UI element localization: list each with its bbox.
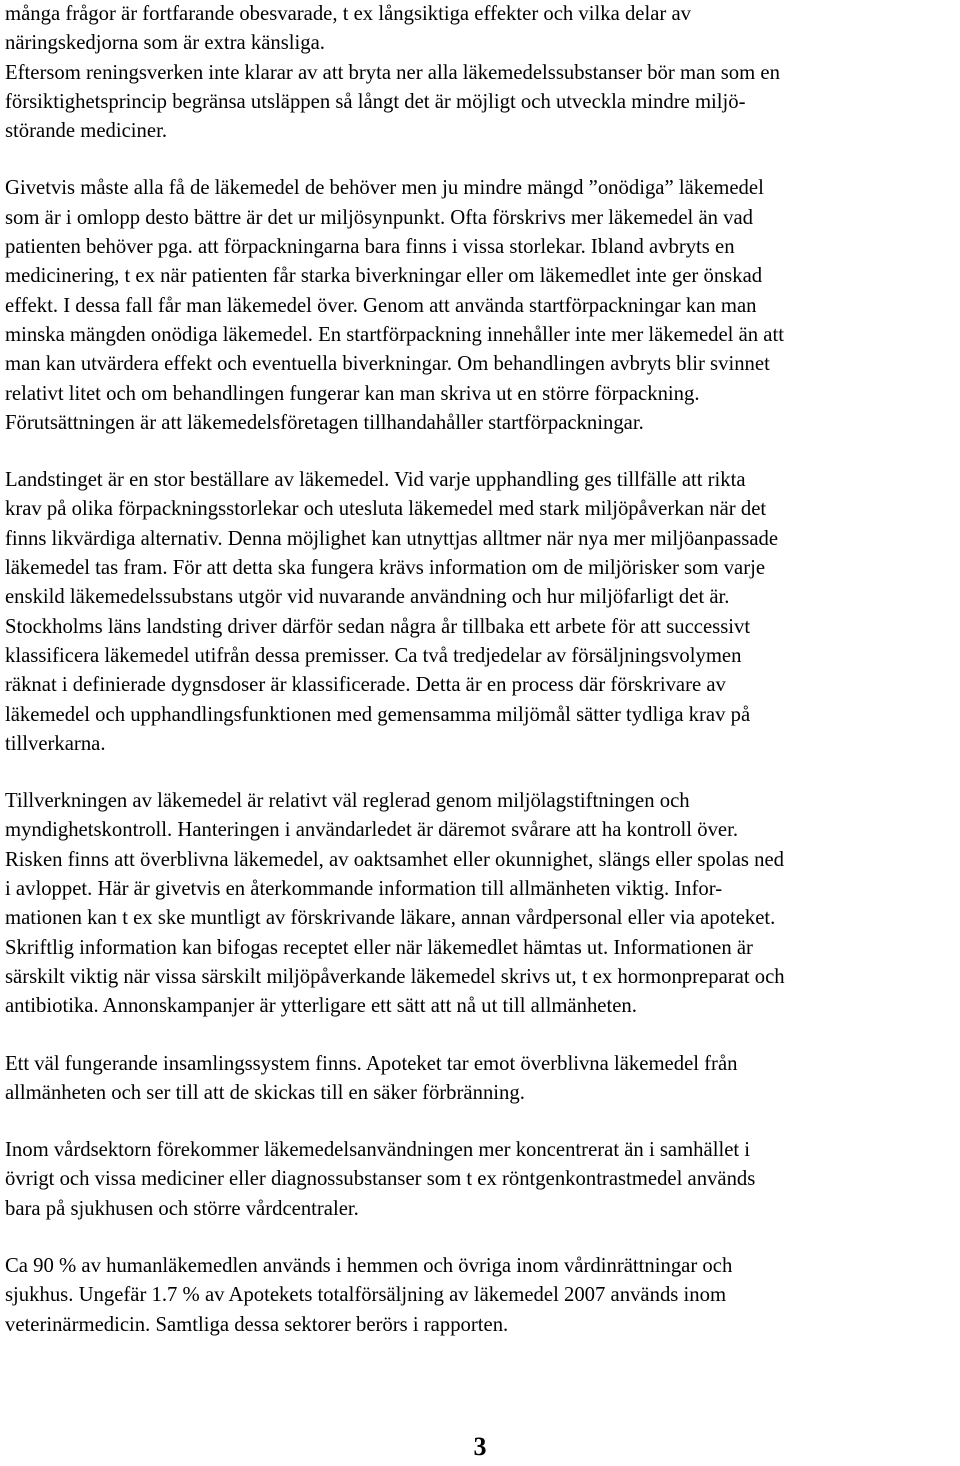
text-line: patienten behöver pga. att förpackningarna bara finns i vissa storlekar. Ibland avbryts en [5, 236, 735, 259]
paragraph-1 [5, 0, 957, 146]
text-line: Ett väl fungerande insamlingssystem finns. Apoteket tar emot överblivna läkemedel från [5, 1052, 738, 1075]
text-line: Inom vårdsektorn förekommer läkemedelsanvändningen mer koncentrerat än i samhället i [5, 1139, 751, 1162]
text-line: veterinärmedicin. Samtliga dessa sektorer berörs i rapporten. [5, 1313, 509, 1336]
text-line: räknat i definierade dygnsdoser är klassificerade. Detta är en process där förskrivare av [5, 674, 726, 697]
text-line: tillverkarna. [5, 732, 106, 755]
text-line: effekt. I dessa fall får man läkemedel över. Genom att använda startförpackningar kan man [5, 294, 757, 317]
text-line: övrigt och vissa mediciner eller diagnossubstanser som t ex röntgenkontrastmedel används [5, 1168, 756, 1191]
text-line: Skriftlig information kan bifogas receptet eller när läkemedlet hämtas ut. Informationen är [5, 936, 753, 959]
text-line: Landstinget är en stor beställare av läkemedel. Vid varje upphandling ges tillfälle att rikta [5, 469, 746, 492]
paragraph-gap [5, 438, 957, 466]
text-line: försiktighetsprincip begränsa utsläppen så långt det är möjligt och utveckla mindre miljö- [5, 90, 746, 113]
text-line: många frågor är fortfarande obesvarade, t ex långsiktiga effekter och vilka delar av [5, 3, 692, 25]
text-line: Förutsättningen är att läkemedelsföretagen tillhandahåller startförpackningar. [5, 411, 644, 434]
text-line: Stockholms läns landsting driver därför sedan några år tillbaka ett arbete för att successivt [5, 615, 751, 638]
paragraph-gap [5, 1022, 957, 1050]
text-line: medicinering, t ex när patienten får starka biverkningar eller om läkemedlet inte ger önskad [5, 265, 763, 288]
text-line: sjukhus. Ungefär 1.7 % av Apotekets totalförsäljning av läkemedel 2007 används inom [5, 1284, 727, 1307]
text-line: krav på olika förpackningsstorlekar och utesluta läkemedel med stark miljöpåverkan när det [5, 498, 767, 521]
text-line: Eftersom reningsverken inte klarar av att bryta ner alla läkemedelssubstanser bör man som en [5, 61, 780, 84]
text-line: särskilt viktig när vissa särskilt miljöpåverkande läkemedel skrivs ut, t ex hormonpreparat och [5, 965, 785, 988]
text-line: som är i omlopp desto bättre är det ur miljösynpunkt. Ofta förskrivs mer läkemedel än vad [5, 206, 754, 229]
paragraph-gap [5, 146, 957, 174]
text-line: Givetvis måste alla få de läkemedel de behöver men ju mindre mängd ”onödiga” läkemedel [5, 177, 764, 200]
text-line: i avloppet. Här är givetvis en återkommande information till allmänheten viktig. Infor- [5, 878, 723, 901]
text-line: bara på sjukhusen och större vårdcentraler. [5, 1197, 359, 1220]
text-line: Risken finns att överblivna läkemedel, av oaktsamhet eller okunnighet, slängs eller spolas ned [5, 848, 785, 871]
paragraph-gap [5, 759, 957, 787]
text-line: relativt litet och om behandlingen fungerar kan man skriva ut en större förpackning. [5, 382, 700, 405]
text-line: allmänheten och ser till att de skickas till en säker förbränning. [5, 1081, 525, 1104]
paragraph-5 [5, 1050, 957, 1109]
paragraph-2 [5, 174, 957, 438]
text-line: man kan utvärdera effekt och eventuella biverkningar. Om behandlingen avbryts blir svinnet [5, 353, 770, 376]
text-line: mationen kan t ex ske muntligt av förskrivande läkare, annan vårdpersonal eller via apoteket. [5, 907, 776, 930]
text-line: finns likvärdiga alternativ. Denna möjlighet kan utnyttjas alltmer när nya mer miljöanpassade [5, 527, 779, 550]
paragraph-7 [5, 1252, 957, 1340]
paragraph-6 [5, 1136, 957, 1224]
document-page [5, 0, 957, 1340]
text-line: antibiotika. Annonskampanjer är ytterligare ett sätt att nå ut till allmänheten. [5, 995, 637, 1018]
text-line: näringskedjorna som är extra känsliga. [5, 32, 325, 55]
text-line: enskild läkemedelssubstans utgör vid nuvarande användning och hur miljöfarligt det är. [5, 586, 730, 609]
text-line: störande mediciner. [5, 120, 167, 143]
text-line: Tillverkningen av läkemedel är relativt väl reglerad genom miljölagstiftningen och [5, 790, 690, 813]
paragraph-gap [5, 1108, 957, 1136]
paragraph-3 [5, 466, 957, 759]
text-line: minska mängden onödiga läkemedel. En startförpackning innehåller inte mer läkemedel än att [5, 323, 784, 346]
paragraph-4 [5, 787, 957, 1021]
text-line: Ca 90 % av humanläkemedlen används i hemmen och övriga inom vårdinrättningar och [5, 1254, 733, 1277]
text-line: läkemedel och upphandlingsfunktionen med gemensamma miljömål sätter tydliga krav på [5, 703, 751, 726]
text-line: klassificera läkemedel utifrån dessa premisser. Ca två tredjedelar av försäljningsvolymen [5, 644, 742, 667]
page-number: 3 [473, 1432, 487, 1461]
text-line: läkemedel tas fram. För att detta ska fungera krävs information om de miljörisker som varje [5, 557, 766, 580]
text-line: myndighetskontroll. Hanteringen i användarledet är däremot svårare att ha kontroll över. [5, 819, 739, 842]
paragraph-gap [5, 1224, 957, 1252]
